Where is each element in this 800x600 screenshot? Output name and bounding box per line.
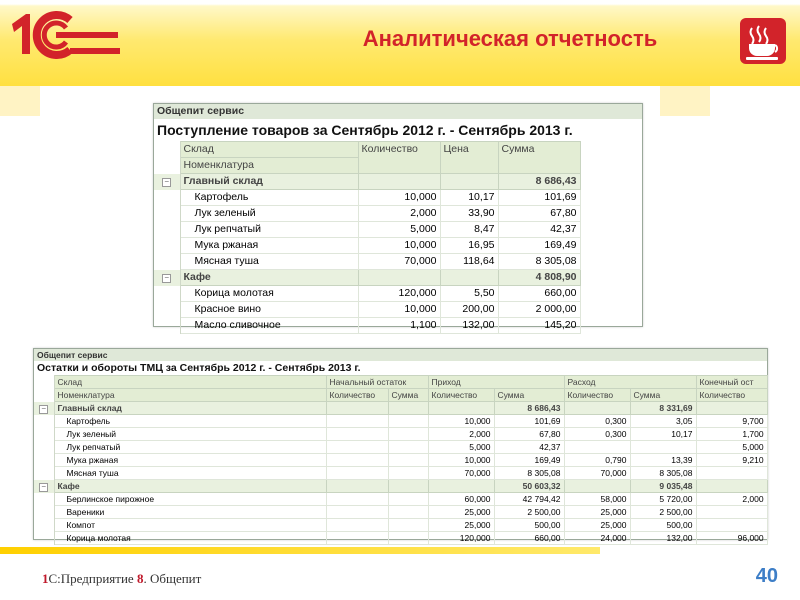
item-opening-qty [326, 441, 388, 454]
collapse-toggle-icon[interactable]: − [34, 480, 54, 493]
collapse-toggle-icon[interactable]: − [34, 402, 54, 415]
group-cafe [34, 480, 767, 545]
item-opening-sum [388, 441, 428, 454]
item-name: Картофель [180, 190, 358, 206]
col-opening-balance[interactable]: Начальный остаток [326, 376, 428, 389]
table-row[interactable] [154, 222, 642, 238]
item-opening-sum [388, 454, 428, 467]
item-qty: 5,000 [358, 222, 440, 238]
report-title: Поступление товаров за Сентябрь 2012 г. - Сентябрь 2013 г. [157, 121, 573, 138]
item-closing-qty: 5,000 [696, 441, 767, 454]
table-row[interactable] [34, 441, 767, 454]
item-sum: 8 305,08 [498, 254, 580, 270]
item-sum: 660,00 [498, 286, 580, 302]
table-row[interactable] [34, 493, 767, 506]
item-income-qty: 25,000 [428, 519, 494, 532]
col-expense-sum[interactable]: Сумма [630, 389, 696, 402]
item-sum: 101,69 [498, 190, 580, 206]
item-sum: 2 000,00 [498, 302, 580, 318]
item-name: Мука ржаная [54, 454, 326, 467]
item-name: Мясная туша [54, 467, 326, 480]
item-income-sum: 67,80 [494, 428, 564, 441]
col-closing-qty[interactable]: Количество [696, 389, 767, 402]
item-expense-sum [630, 441, 696, 454]
item-closing-qty [696, 519, 767, 532]
item-qty: 10,000 [358, 238, 440, 254]
item-opening-sum [388, 428, 428, 441]
item-qty: 10,000 [358, 302, 440, 318]
item-qty: 10,000 [358, 190, 440, 206]
item-expense-sum: 8 305,08 [630, 467, 696, 480]
item-income-sum: 42,37 [494, 441, 564, 454]
group-expense-sum: 9 035,48 [630, 480, 696, 493]
table-row[interactable] [34, 415, 767, 428]
group-sum: 8 686,43 [498, 174, 580, 190]
group-name: Главный склад [54, 402, 326, 415]
table-row[interactable] [34, 506, 767, 519]
item-opening-sum [388, 415, 428, 428]
page-number: 40 [755, 565, 778, 587]
item-income-sum: 169,49 [494, 454, 564, 467]
col-income[interactable]: Приход [428, 376, 564, 389]
col-warehouse[interactable]: Склад [54, 376, 326, 389]
footer-brand: 1С:Предприятие 8. Общепит [42, 571, 202, 586]
item-opening-qty [326, 467, 388, 480]
item-opening-qty [326, 519, 388, 532]
background-shadow [660, 86, 710, 116]
group-income-sum: 8 686,43 [494, 402, 564, 415]
item-name: Корица молотая [54, 532, 326, 545]
item-name: Картофель [54, 415, 326, 428]
item-name: Берлинское пирожное [54, 493, 326, 506]
item-income-sum: 101,69 [494, 415, 564, 428]
item-expense-qty: 25,000 [564, 519, 630, 532]
org-name: Общепит сервис [154, 104, 642, 119]
group-expense-sum: 8 331,69 [630, 402, 696, 415]
item-opening-sum [388, 506, 428, 519]
item-sum: 169,49 [498, 238, 580, 254]
item-price: 5,50 [440, 286, 498, 302]
table-row[interactable] [154, 238, 642, 254]
item-closing-qty: 96,000 [696, 532, 767, 545]
background-shadow [0, 86, 40, 116]
col-price[interactable]: Цена [440, 142, 498, 174]
table-row[interactable] [34, 532, 767, 545]
col-nomenclature[interactable]: Номенклатура [180, 158, 358, 174]
col-opening-qty[interactable]: Количество [326, 389, 388, 402]
item-income-qty: 120,000 [428, 532, 494, 545]
item-opening-qty [326, 506, 388, 519]
report-receipts-table [154, 104, 642, 334]
table-row[interactable] [34, 428, 767, 441]
item-income-sum: 42 794,42 [494, 493, 564, 506]
item-expense-qty: 0,300 [564, 415, 630, 428]
group-name: Кафе [180, 270, 358, 286]
table-row[interactable] [154, 302, 642, 318]
item-opening-qty [326, 493, 388, 506]
item-name: Масло сливочное [180, 318, 358, 334]
item-name: Красное вино [180, 302, 358, 318]
item-opening-sum [388, 467, 428, 480]
item-sum: 67,80 [498, 206, 580, 222]
item-expense-qty [564, 441, 630, 454]
item-opening-qty [326, 428, 388, 441]
item-opening-sum [388, 532, 428, 545]
item-expense-sum: 5 720,00 [630, 493, 696, 506]
item-income-sum: 2 500,00 [494, 506, 564, 519]
item-expense-sum: 2 500,00 [630, 506, 696, 519]
item-qty: 70,000 [358, 254, 440, 270]
item-name: Лук репчатый [54, 441, 326, 454]
item-price: 200,00 [440, 302, 498, 318]
footer-divider [0, 547, 600, 554]
group-cafe [154, 270, 642, 334]
report-title: Остатки и обороты ТМЦ за Сентябрь 2012 г. - Сентябрь 2013 г. [37, 362, 361, 374]
item-qty: 1,100 [358, 318, 440, 334]
col-nomenclature[interactable]: Номенклатура [54, 389, 326, 402]
item-price: 16,95 [440, 238, 498, 254]
item-closing-qty: 9,210 [696, 454, 767, 467]
item-expense-qty: 25,000 [564, 506, 630, 519]
item-price: 118,64 [440, 254, 498, 270]
item-price: 8,47 [440, 222, 498, 238]
item-income-qty: 60,000 [428, 493, 494, 506]
item-expense-qty: 24,000 [564, 532, 630, 545]
item-income-qty: 10,000 [428, 415, 494, 428]
item-expense-sum: 132,00 [630, 532, 696, 545]
item-expense-sum: 13,39 [630, 454, 696, 467]
item-price: 132,00 [440, 318, 498, 334]
report-balances-table [34, 349, 768, 545]
item-name: Вареники [54, 506, 326, 519]
item-closing-qty [696, 467, 767, 480]
item-opening-qty [326, 532, 388, 545]
item-expense-qty: 70,000 [564, 467, 630, 480]
item-opening-qty [326, 454, 388, 467]
item-opening-qty [326, 415, 388, 428]
group-main-warehouse [34, 402, 767, 480]
item-name: Лук зеленый [180, 206, 358, 222]
item-expense-sum: 3,05 [630, 415, 696, 428]
group-sum: 4 808,90 [498, 270, 580, 286]
item-opening-sum [388, 493, 428, 506]
report-balances-panel [33, 348, 768, 543]
item-closing-qty: 9,700 [696, 415, 767, 428]
item-sum: 145,20 [498, 318, 580, 334]
table-row[interactable] [34, 467, 767, 480]
item-expense-qty: 0,300 [564, 428, 630, 441]
item-closing-qty [696, 506, 767, 519]
item-income-qty: 2,000 [428, 428, 494, 441]
col-expense[interactable]: Расход [564, 376, 696, 389]
item-price: 33,90 [440, 206, 498, 222]
item-closing-qty: 2,000 [696, 493, 767, 506]
item-opening-sum [388, 519, 428, 532]
item-income-qty: 10,000 [428, 454, 494, 467]
table-row[interactable] [154, 190, 642, 206]
item-qty: 120,000 [358, 286, 440, 302]
item-income-qty: 70,000 [428, 467, 494, 480]
item-name: Лук репчатый [180, 222, 358, 238]
col-income-qty[interactable]: Количество [428, 389, 494, 402]
col-sum[interactable]: Сумма [498, 142, 580, 174]
table-row[interactable] [34, 454, 767, 467]
item-expense-qty: 58,000 [564, 493, 630, 506]
item-expense-sum: 500,00 [630, 519, 696, 532]
collapse-toggle-icon[interactable]: − [154, 270, 180, 286]
item-name: Компот [54, 519, 326, 532]
collapse-toggle-icon[interactable]: − [154, 174, 180, 190]
col-opening-sum[interactable]: Сумма [388, 389, 428, 402]
col-closing-balance[interactable]: Конечный ост [696, 376, 767, 389]
item-income-qty: 25,000 [428, 506, 494, 519]
coffee-cup-icon [740, 18, 786, 64]
item-income-sum: 8 305,08 [494, 467, 564, 480]
item-name: Мука ржаная [180, 238, 358, 254]
slide-header [0, 0, 800, 88]
table-row[interactable] [154, 286, 642, 302]
col-quantity[interactable]: Количество [358, 142, 440, 174]
page-title: Аналитическая отчетность [362, 26, 658, 51]
item-name: Лук зеленый [54, 428, 326, 441]
col-warehouse[interactable]: Склад [180, 142, 358, 158]
item-income-sum: 660,00 [494, 532, 564, 545]
table-row[interactable] [34, 519, 767, 532]
report-receipts-panel [153, 103, 643, 331]
item-name: Корица молотая [180, 286, 358, 302]
item-expense-qty: 0,790 [564, 454, 630, 467]
org-name: Общепит сервис [34, 349, 767, 361]
group-main-warehouse [154, 174, 642, 270]
group-name: Кафе [54, 480, 326, 493]
item-name: Мясная туша [180, 254, 358, 270]
table-row[interactable] [154, 206, 642, 222]
item-income-sum: 500,00 [494, 519, 564, 532]
1c-logo [8, 8, 123, 62]
table-row[interactable] [154, 318, 642, 334]
item-closing-qty: 1,700 [696, 428, 767, 441]
group-income-sum: 50 603,32 [494, 480, 564, 493]
col-expense-qty[interactable]: Количество [564, 389, 630, 402]
item-expense-sum: 10,17 [630, 428, 696, 441]
col-income-sum[interactable]: Сумма [494, 389, 564, 402]
item-income-qty: 5,000 [428, 441, 494, 454]
table-row[interactable] [154, 254, 642, 270]
item-price: 10,17 [440, 190, 498, 206]
item-sum: 42,37 [498, 222, 580, 238]
item-qty: 2,000 [358, 206, 440, 222]
group-name: Главный склад [180, 174, 358, 190]
